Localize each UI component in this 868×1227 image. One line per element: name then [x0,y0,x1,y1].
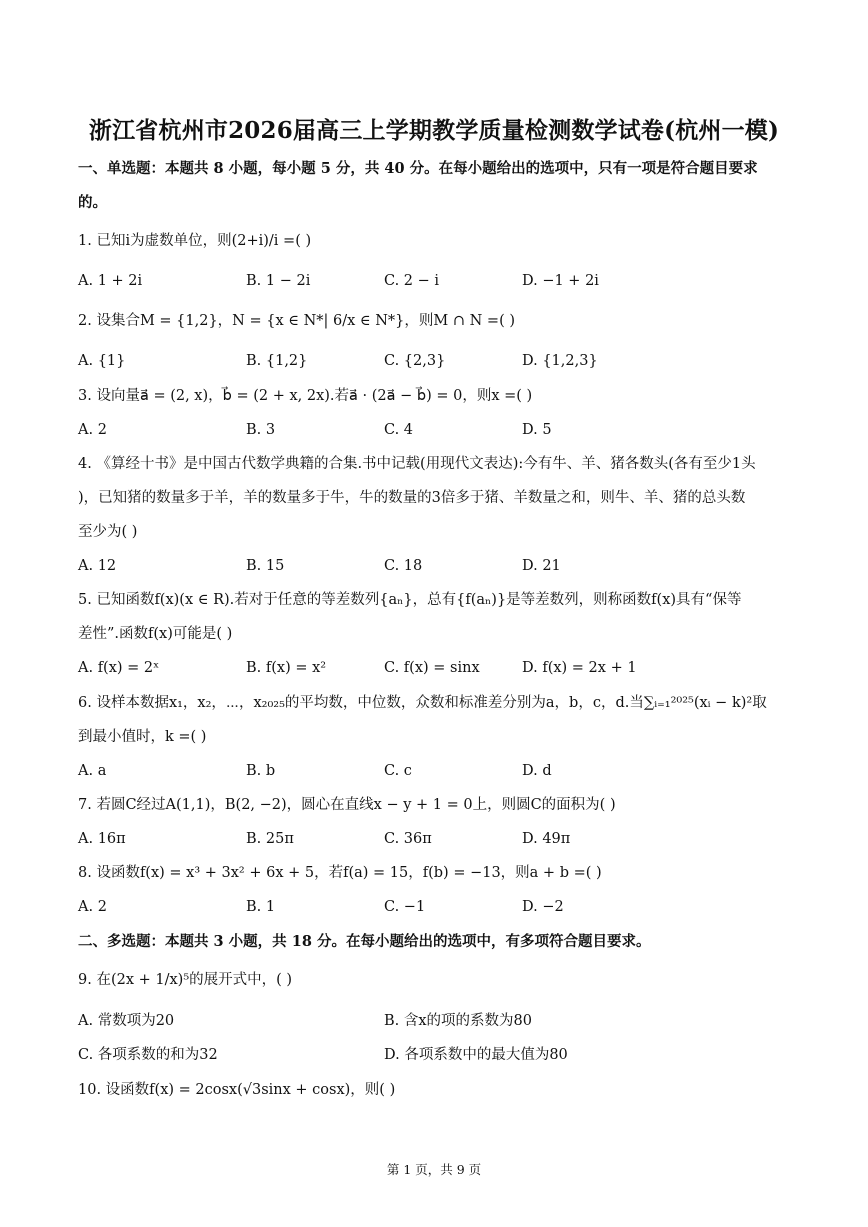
q3-option-c: C. 4 [384,422,414,438]
page-title: 浙江省杭州市2026届高三上学期教学质量检测数学试卷(杭州一模) [88,117,780,144]
q1-option-b: B. 1 − 2i [246,273,311,289]
q7-option-c: C. 36π [384,831,432,847]
question-1: 1. 已知i为虚数单位，则(2+i)/i =( ) [78,233,312,249]
question-7: 7. 若圆C经过A(1,1)，B(2, −2)，圆心在直线x − y + 1 = 0上，则圆C的面积为( ) [78,797,616,813]
q9-option-b: B. 含x的项的系数为80 [384,1013,533,1029]
q7-option-a: A. 16π [78,831,126,847]
section2-heading: 二、多选题：本题共 3 小题，共 18 分。在每小题给出的选项中，有多项符合题目要求。 [78,933,651,950]
question-5-line2: 差性”.函数f(x)可能是( ) [78,626,233,642]
question-6-line1: 6. 设样本数据x₁，x₂，⋯，x₂₀₂₅的平均数，中位数，众数和标准差分别为a，b，c，d.当∑ᵢ₌₁²⁰²⁵(xᵢ − k)²取 [78,695,767,711]
section1-heading-line1: 一、单选题：本题共 8 小题，每小题 5 分，共 40 分。在每小题给出的选项中，只有一项是符合题目要求 [78,160,758,177]
q1-option-a: A. 1 + 2i [78,273,143,289]
question-3: 3. 设向量a⃗ = (2, x)，b⃗ = (2 + x, 2x).若a⃗ · (2a⃗ − b⃗) = 0，则x =( ) [78,388,533,404]
question-4-line1: 4. 《算经十书》是中国古代数学典籍的合集.书中记载(用现代文表达):今有牛、羊、猪各数头(各有至少1头 [78,456,756,472]
q2-option-c: C. {2,3} [384,353,446,369]
q9-option-a: A. 常数项为20 [78,1013,175,1029]
question-4-line2: )，已知猪的数量多于羊，羊的数量多于牛，牛的数量的3倍多于猪、羊数量之和，则牛、羊、猪的总头数 [78,490,746,506]
question-10: 10. 设函数f(x) = 2cosx(√3sinx + cosx)，则( ) [78,1082,396,1098]
question-9: 9. 在(2x + 1/x)⁵的展开式中，( ) [78,972,293,988]
q8-option-b: B. 1 [246,899,276,915]
q4-option-d: D. 21 [522,558,561,574]
q6-option-a: A. a [78,763,107,779]
question-4-line3: 至少为( ) [78,524,138,540]
q6-option-c: C. c [384,763,412,779]
q8-option-a: A. 2 [78,899,107,915]
q4-option-a: A. 12 [78,558,117,574]
q2-option-b: B. {1,2} [246,353,308,369]
question-6-line2: 到最小值时，k =( ) [78,729,207,745]
q8-option-d: D. −2 [522,899,564,915]
q2-option-a: A. {1} [78,353,126,369]
q1-option-d: D. −1 + 2i [522,273,599,289]
question-2: 2. 设集合M = {1,2}，N = {x ∈ N*| 6/x ∈ N*}，则M ∩ N =( ) [78,313,515,329]
q3-option-b: B. 3 [246,422,276,438]
q8-option-c: C. −1 [384,899,426,915]
q7-option-d: D. 49π [522,831,571,847]
q9-option-c: C. 各项系数的和为32 [78,1047,218,1063]
q4-option-b: B. 15 [246,558,285,574]
section1-heading-line2: 的。 [78,194,107,211]
q5-option-a: A. f(x) = 2ˣ [78,660,160,676]
page-footer: 第 1 页，共 9 页 [386,1162,482,1177]
q5-option-c: C. f(x) = sinx [384,660,480,676]
q1-option-c: C. 2 − i [384,273,440,289]
q3-option-a: A. 2 [78,422,107,438]
q7-option-b: B. 25π [246,831,294,847]
q5-option-d: D. f(x) = 2x + 1 [522,660,637,676]
q9-option-d: D. 各项系数中的最大值为80 [384,1047,568,1063]
question-8: 8. 设函数f(x) = x³ + 3x² + 6x + 5，若f(a) = 15，f(b) = −13，则a + b =( ) [78,865,602,881]
q4-option-c: C. 18 [384,558,423,574]
question-5-line1: 5. 已知函数f(x)(x ∈ R).若对于任意的等差数列{aₙ}，总有{f(aₙ)}是等差数列，则称函数f(x)具有“保等 [78,592,742,608]
q5-option-b: B. f(x) = x² [246,660,327,676]
q6-option-d: D. d [522,763,552,779]
q3-option-d: D. 5 [522,422,552,438]
q6-option-b: B. b [246,763,276,779]
q2-option-d: D. {1,2,3} [522,353,598,369]
